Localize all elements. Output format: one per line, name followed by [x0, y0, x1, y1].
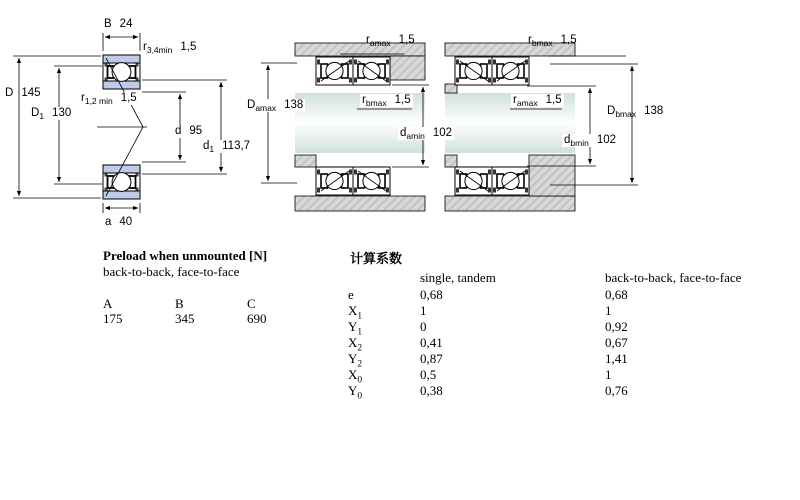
- factors-col1-header: single, tandem: [420, 270, 496, 285]
- preload-title: Preload when unmounted [N]: [103, 248, 268, 263]
- factors-title: 计算系数: [350, 251, 403, 266]
- factor-btb-value: 0,92: [605, 319, 628, 334]
- factors-col2-header: back-to-back, face-to-face: [605, 270, 742, 285]
- dim-label-D: D 145: [5, 87, 41, 99]
- dim-label-d1: $d_1$ 113,7: [203, 140, 251, 154]
- preload-value-A: 175: [103, 311, 123, 326]
- factor-row-label: e: [348, 287, 354, 302]
- factor-btb-value: 1: [605, 367, 612, 382]
- factor-row-label: $Y_2$: [348, 351, 363, 370]
- factor-single-value: 0,5: [420, 367, 437, 382]
- factor-single-value: 0,38: [420, 383, 443, 398]
- preload-col-A: A: [103, 296, 113, 311]
- dim-label-Damax: $D_{amax}$ 138: [247, 99, 304, 113]
- arrangement-b-section: [445, 43, 575, 211]
- single-bearing-section: [13, 33, 227, 213]
- dim-label-damin: $d_{amin}$ 102: [400, 127, 453, 141]
- preload-value-B: 345: [175, 311, 195, 326]
- factor-single-value: 1: [420, 303, 427, 318]
- preload-col-B: B: [175, 296, 184, 311]
- factor-btb-value: 1,41: [605, 351, 628, 366]
- factor-row-label: $Y_1$: [348, 319, 363, 338]
- preload-value-C: 690: [247, 311, 267, 326]
- factor-row-label: $X_0$: [348, 367, 363, 386]
- factor-btb-value: 0,68: [605, 287, 628, 302]
- factor-single-value: 0: [420, 319, 427, 334]
- dim-label-rbmax-b: $r_{bmax}$ 1,5: [528, 34, 577, 48]
- dim-label-dbmin: $d_{bmin}$ 102: [564, 134, 617, 148]
- dim-label-B: B 24: [104, 18, 133, 30]
- factor-btb-value: 0,67: [605, 335, 628, 350]
- factor-btb-value: 0,76: [605, 383, 628, 398]
- factor-row-label: $Y_0$: [348, 383, 363, 402]
- factor-row-label: $X_2$: [348, 335, 363, 354]
- dim-label-Dbmax: $D_{bmax}$ 138: [607, 105, 664, 119]
- factor-single-value: 0,68: [420, 287, 443, 302]
- factor-single-value: 0,41: [420, 335, 443, 350]
- preload-subtitle: back-to-back, face-to-face: [103, 264, 240, 279]
- dim-label-ramax-b: $r_{amax}$ 1,5: [513, 94, 562, 108]
- factor-row-label: $X_1$: [348, 303, 363, 322]
- dim-label-ramax-a: $r_{amax}$ 1,5: [366, 34, 415, 48]
- dim-label-D1: $D_1$ 130: [31, 107, 72, 121]
- factor-btb-value: 1: [605, 303, 612, 318]
- dim-label-r34: $r_{3,4min}$ 1,5: [143, 41, 197, 55]
- dim-label-rbmax-a: $r_{bmax}$ 1,5: [362, 94, 411, 108]
- dim-label-a: a 40: [105, 216, 133, 228]
- dim-label-d: d 95: [175, 125, 203, 137]
- factor-single-value: 0,87: [420, 351, 443, 366]
- preload-col-C: C: [247, 296, 256, 311]
- dim-label-r12: $r_{1,2 min}$ 1,5: [81, 92, 137, 106]
